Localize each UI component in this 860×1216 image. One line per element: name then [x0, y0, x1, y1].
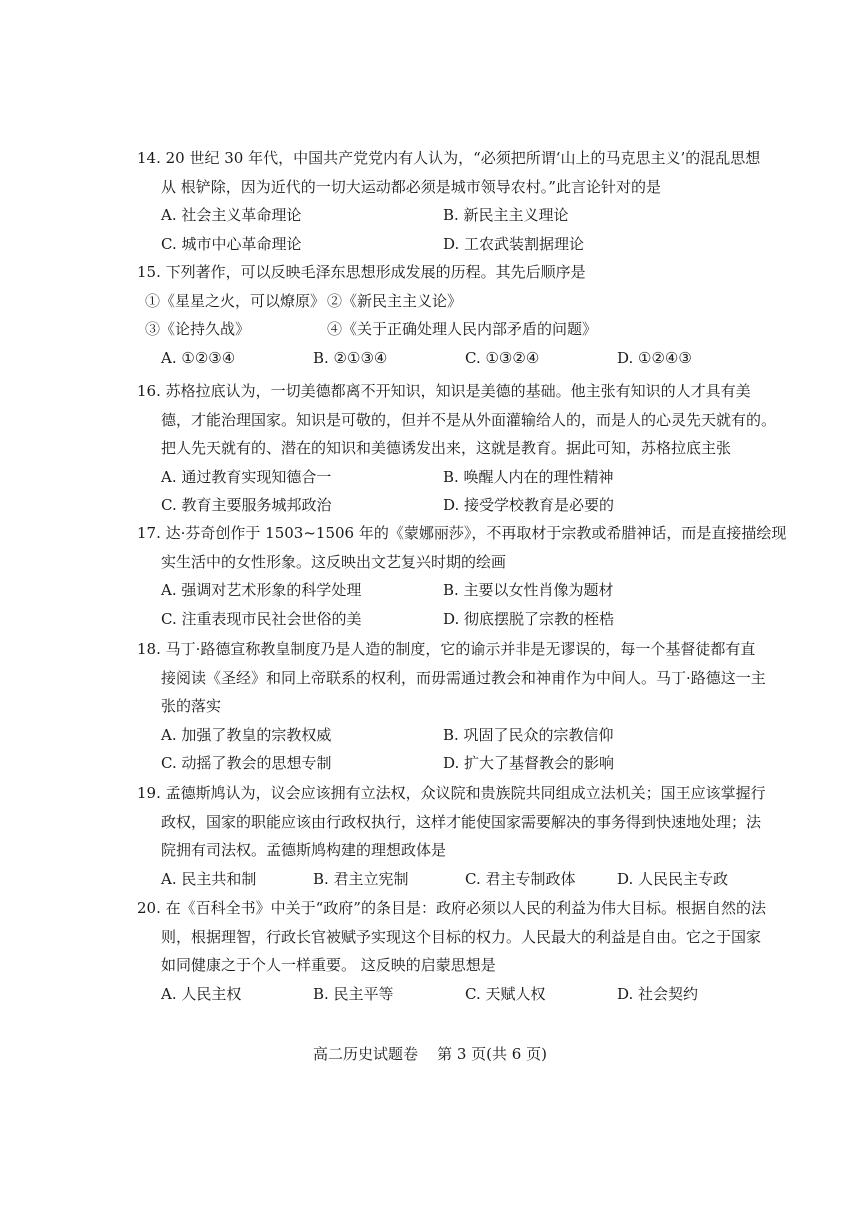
question-14-option-d: D. 工农武装割据理论 [443, 234, 585, 253]
question-16-stem-line-1: 16. 苏格拉底认为，一切美德都离不开知识，知识是美德的基础。他主张有知识的人才具有美 [137, 382, 751, 400]
question-19-options [137, 865, 787, 894]
question-15-option-c: C. ①③②④ [465, 348, 540, 367]
question-15-work-3: ③《论持久战》 [145, 320, 251, 338]
question-19-option-b: B. 君主立宪制 [313, 869, 409, 888]
question-16-stem-line-2: 德，才能治理国家。知识是可敬的，但并不是从外面灌输给人的，而是人的心灵先天就有的。 [161, 410, 777, 429]
question-16-option-d: D. 接受学校教育是必要的 [443, 496, 615, 514]
question-16-option-b: B. 唤醒人内在的理性精神 [443, 467, 614, 486]
question-15 [137, 258, 787, 372]
question-17-options-row-1 [137, 576, 787, 605]
question-15-options [137, 344, 787, 373]
question-19-stem-line-3: 院拥有司法权。孟德斯鸠构建的理想政体是 [161, 841, 447, 859]
question-15-option-d: D. ①②④③ [617, 348, 692, 367]
question-18-option-a: A. 加强了教皇的宗教权威 [161, 725, 332, 744]
question-20-stem-line-1: 20. 在《百科全书》中关于“政府”的条目是：政府必须以人民的利益为伟大目标。根据自然的法 [137, 899, 766, 917]
question-14-stem-line-2: 从 根铲除，因为近代的一切大运动都必须是城市领导农村。”此言论针对的是 [161, 177, 661, 196]
question-15-option-a: A. ①②③④ [161, 348, 236, 367]
question-18-options-row-2 [137, 749, 787, 778]
question-20-option-a: A. 人民主权 [161, 984, 242, 1003]
question-18 [137, 635, 787, 778]
question-15-work-2: ②《新民主主义论》 [327, 291, 463, 310]
question-18-option-c: C. 动摇了教会的思想专制 [161, 754, 332, 772]
question-20-option-b: B. 民主平等 [313, 984, 394, 1003]
question-14-option-c: C. 城市中心革命理论 [161, 234, 302, 253]
question-19 [137, 779, 787, 893]
question-19-option-d: D. 人民民主专政 [617, 869, 729, 888]
question-17-stem-line-2: 实生活中的女性形象。这反映出文艺复兴时期的绘画 [161, 552, 507, 571]
question-17-option-c: C. 注重表现市民社会世俗的美 [161, 609, 362, 628]
question-19-option-a: A. 民主共和制 [161, 869, 257, 888]
question-17-option-d: D. 彻底摆脱了宗教的桎梏 [443, 609, 615, 628]
question-15-work-4: ④《关于正确处理人民内部矛盾的问题》 [327, 320, 598, 338]
question-16-option-c: C. 教育主要服务城邦政治 [161, 496, 332, 514]
question-16-options-row-2 [137, 491, 787, 520]
question-17-options-row-2 [137, 605, 787, 634]
question-14-option-b: B. 新民主主义理论 [443, 206, 569, 224]
question-14-option-a: A. 社会主义革命理论 [161, 206, 302, 224]
question-15-option-b: B. ②①③④ [313, 348, 388, 367]
question-17 [137, 519, 787, 633]
question-20-stem-line-3: 如同健康之于个人一样重要。 这反映的启蒙思想是 [161, 956, 496, 974]
page-footer: 高二历史试题卷 第 3 页(共 6 页) [313, 1045, 547, 1063]
question-14-options-row-1 [137, 201, 787, 230]
question-20-options [137, 980, 787, 1009]
question-17-option-a: A. 强调对艺术形象的科学处理 [161, 581, 362, 599]
question-14-options-row-2 [137, 230, 787, 259]
question-16-option-a: A. 通过教育实现知德合一 [161, 467, 332, 486]
question-19-stem-line-1: 19. 孟德斯鸠认为，议会应该拥有立法权，众议院和贵族院共同组成立法机关；国王应该掌握行 [137, 784, 766, 802]
question-20 [137, 894, 787, 1008]
question-14-stem-line-1: 14. 20 世纪 30 年代，中国共产党党内有人认为，“必须把所谓‘山上的马克思主义’的混乱思想 [137, 149, 761, 167]
question-14 [137, 144, 787, 258]
question-18-stem-line-3: 张的落实 [161, 697, 222, 715]
question-15-works-row-2 [137, 315, 787, 344]
question-18-option-b: B. 巩固了民众的宗教信仰 [443, 725, 614, 744]
question-20-option-c: C. 天赋人权 [465, 984, 546, 1003]
question-17-option-b: B. 主要以女性肖像为题材 [443, 581, 614, 599]
question-15-works-row-1 [137, 287, 787, 316]
question-20-option-d: D. 社会契约 [617, 984, 699, 1003]
question-18-stem-line-1: 18. 马丁·路德宣称教皇制度乃是人造的制度，它的谕示并非是无谬误的，每一个基督徒都有直 [137, 640, 756, 658]
question-18-option-d: D. 扩大了基督教会的影响 [443, 754, 615, 772]
question-18-options-row-1 [137, 721, 787, 750]
question-18-stem-line-2: 接阅读《圣经》和同上帝联系的权利，而毋需通过教会和神甫作为中间人。马丁·路德这一主 [161, 668, 766, 687]
question-16 [137, 377, 787, 520]
question-19-stem-line-2: 政权，国家的职能应该由行政权执行，这样才能使国家需要解决的事务得到快速地处理；法 [161, 812, 762, 831]
question-16-stem-line-3: 把人先天就有的、潜在的知识和美德诱发出来，这就是教育。据此可知，苏格拉底主张 [161, 439, 732, 457]
question-15-stem-line-1: 15. 下列著作，可以反映毛泽东思想形成发展的历程。其先后顺序是 [137, 263, 586, 281]
question-16-options-row-1 [137, 463, 787, 492]
question-19-option-c: C. 君主专制政体 [465, 869, 576, 888]
question-20-stem-line-2: 则，根据理智，行政长官被赋予实现这个目标的权力。人民最大的利益是自由。它之于国家 [161, 927, 762, 946]
question-17-stem-line-1: 17. 达·芬奇创作于 1503~1506 年的《蒙娜丽莎》，不再取材于宗教或希腊神话，而是直接描绘现 [137, 524, 787, 542]
question-15-work-1: ①《星星之火，可以燎原》 [145, 291, 326, 310]
